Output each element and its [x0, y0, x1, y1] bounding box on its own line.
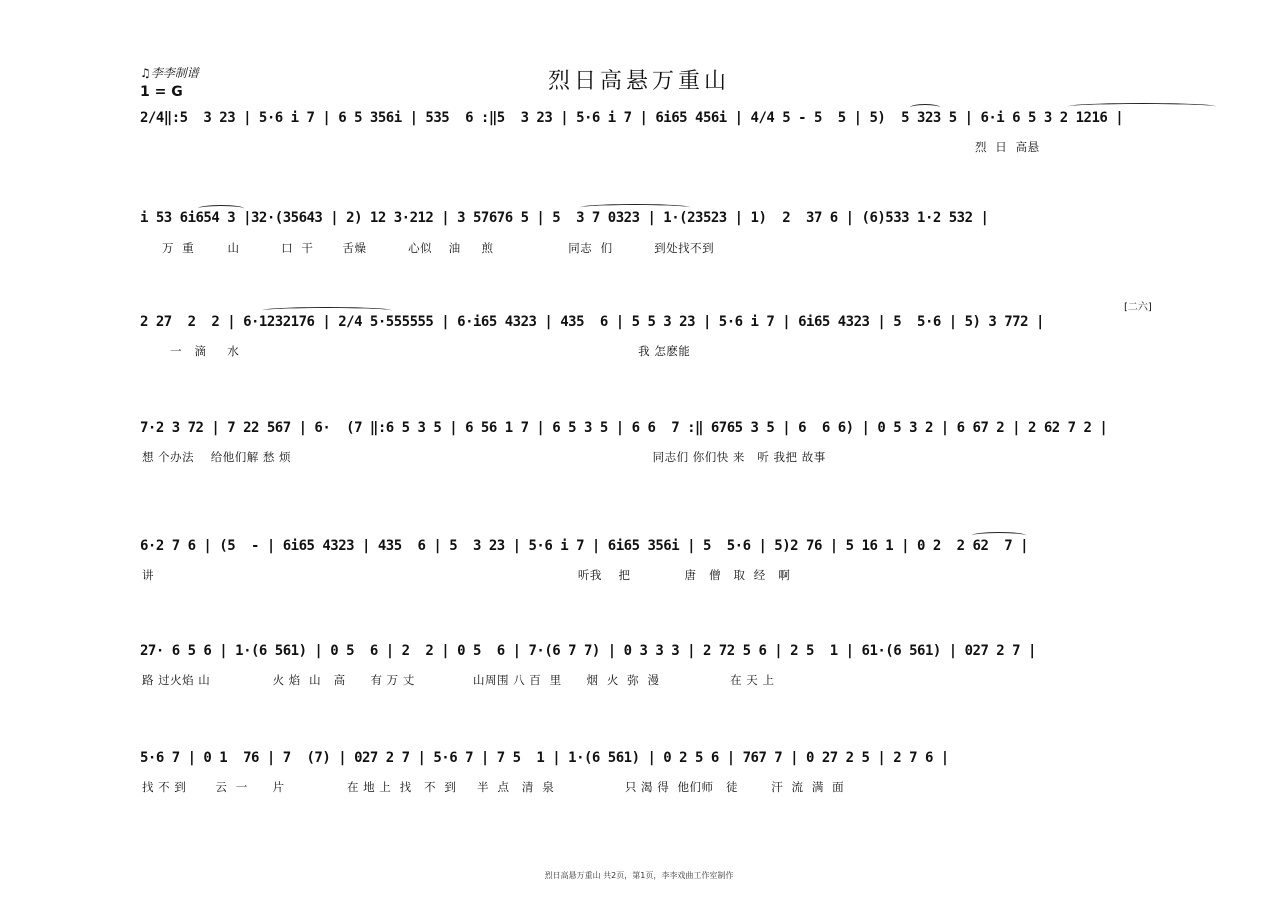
slur-mark: [580, 204, 690, 211]
slur-mark: [198, 205, 244, 212]
system-6-notes: 27· 6 5 6 | 1·(6 561) | 0 5 6 | 2 2 | 0 5 6 | 7·(6 7 7) | 0 3 3 3 | 2 72 5 6 | 2 5 1 | 61·(6 561) | 027 2 7 |: [140, 643, 1036, 659]
slur-mark: [910, 104, 940, 111]
system-6-lyrics: 路 过火焰 山 火 焰 山 高 有 万 丈 山周围 八 百 里 烟 火 弥 漫 在 天 上: [142, 673, 775, 687]
system-1-lyrics: 烈 日 高悬: [975, 140, 1040, 154]
system-5-lyrics: 讲 听我 把 唐 僧 取 经 啊: [142, 568, 791, 582]
system-4-notes: 7·2 3 72 | 7 22 567 | 6· (7 ‖:6 5 3 5 | 6 56 1 7 | 6 5 3 5 | 6 6 7 :‖ 6765 3 5 | 6 6 6) | 0 5 3 2 | 6 67 2 | 2 62 7 2 |: [140, 420, 1108, 436]
system-7-lyrics: 找 不 到 云 一 片 在 地 上 找 不 到 半 点 清 泉 只 渴 得 他们师 徒 汗 流 满 面: [142, 780, 845, 794]
song-title: 烈日高悬万重山: [547, 69, 730, 94]
system-2-lyrics: 万 重 山 口 干 舌燥 心似 油 煎 同志 们 到处找不到: [162, 241, 715, 255]
system-3-notes: 2 27 2 2 | 6·1232176 | 2/4 5·555555 | 6·i65 4323 | 435 6 | 5 5 3 23 | 5·6 i 7 | 6i65 4323 | 5 5·6 | 5) 3 772 |: [140, 314, 1044, 330]
system-7-notes: 5·6 7 | 0 1 76 | 7 (7) | 027 2 7 | 5·6 7 | 7 5 1 | 1·(6 561) | 0 2 5 6 | 767 7 | 0 27 2 5 | 2 7 6 |: [140, 750, 949, 766]
arranger-credit: ♫李李制谱: [140, 66, 199, 80]
system-3-lyrics: 一 滴 水 我 怎麽能: [170, 344, 691, 358]
system-2-notes: i 53 6i654 3 |32·(35643 | 2) 12 3·212 | 3 57676 5 | 5 3 7 0323 | 1·(23523 | 1) 2 37 6 | (6)533 1·2 532 |: [140, 210, 989, 226]
slur-mark: [262, 307, 392, 314]
page-footer: 烈日高悬万重山 共2页，第1页，李李戏曲工作室制作: [544, 871, 734, 880]
slur-mark: [972, 532, 1026, 539]
system-4-lyrics: 想 个办法 给他们解 愁 烦 同志们 你们快 来 听 我把 故事: [142, 450, 826, 464]
system-5-notes: 6·2 7 6 | (5 - | 6i65 4323 | 435 6 | 5 3 23 | 5·6 i 7 | 6i65 356i | 5 5·6 | 5)2 76 | 5 16 1 | 0 2 2 62 7 |: [140, 538, 1029, 554]
rehearsal-mark: [二六]: [1124, 302, 1152, 313]
system-1-notes: 2/4‖:5 3 23 | 5·6 i 7 | 6 5 356i | 535 6 :‖5 3 23 | 5·6 i 7 | 6i65 456i | 4/4 5 - 5 5 | 5) 5 323 5 | 6·i 6 5 3 2 1216 |: [140, 110, 1124, 126]
slur-mark: [1068, 103, 1216, 110]
key-signature: 1 = G: [140, 84, 183, 100]
